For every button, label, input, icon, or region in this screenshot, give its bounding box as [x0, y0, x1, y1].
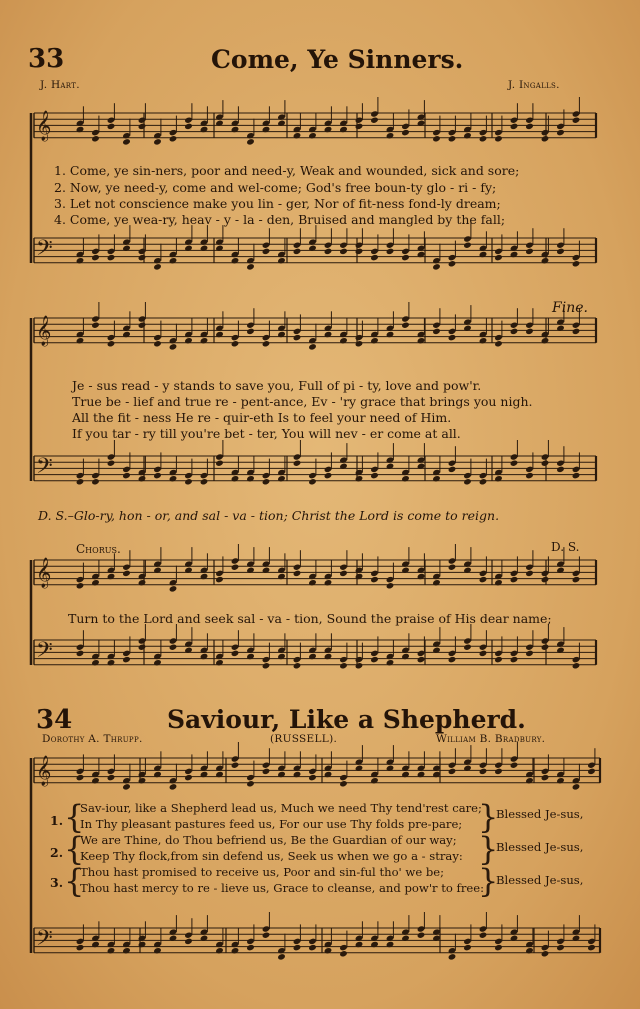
note-head — [339, 248, 348, 255]
note-head — [138, 254, 147, 261]
note-head — [262, 340, 271, 347]
note-head — [339, 662, 348, 669]
verse-response: Blessed Je-sus, — [496, 807, 584, 821]
note-head — [401, 129, 410, 136]
verse-line: We are Thine, do Thou befriend us, Be the Guardian of our way; — [80, 833, 457, 847]
verse-line: 2. Now, ye need-y, come and wel-come; God's free boun-ty glo - ri - fy; — [54, 180, 497, 195]
note-head — [541, 774, 550, 781]
note-head — [463, 478, 472, 485]
verse-brace: { — [64, 830, 85, 868]
bass-staff-clef: 𝄢 — [36, 638, 53, 668]
note-head — [370, 254, 379, 261]
note-head — [138, 644, 147, 651]
note-head — [494, 254, 503, 261]
note-head — [184, 938, 193, 945]
note-head — [122, 783, 131, 790]
note-head — [479, 576, 488, 583]
note-head — [107, 340, 116, 347]
chorus-line: Turn to the Lord and seek sal - va - tion, Sound the praise of His dear name; — [68, 611, 552, 626]
note-head — [432, 135, 441, 142]
note-head — [262, 662, 271, 669]
note-head — [541, 135, 550, 142]
note-head — [107, 254, 116, 261]
note-head — [494, 340, 503, 347]
note-head — [541, 576, 550, 583]
note-head — [169, 343, 178, 350]
note-head — [355, 248, 364, 255]
note-head — [370, 576, 379, 583]
note-head — [386, 582, 395, 589]
ds-mark: D. S. — [551, 540, 580, 554]
note-head — [107, 460, 116, 467]
note-head — [184, 123, 193, 130]
note-head — [231, 564, 240, 571]
note-head — [463, 944, 472, 951]
note-head — [510, 123, 519, 130]
note-head — [153, 263, 162, 270]
hymn-number: 34 — [36, 705, 73, 735]
bass-staff-clef: 𝄢 — [36, 454, 53, 484]
verse-brace: { — [64, 798, 85, 836]
note-head — [91, 254, 100, 261]
note-head — [448, 135, 457, 142]
note-head — [479, 650, 488, 657]
refrain-line: True be - lief and true re - pent-ance, Ev - 'ry grace that brings you nigh. — [72, 394, 533, 409]
note-head — [572, 117, 581, 124]
hymn-title: Come, Ye Sinners. — [211, 45, 464, 74]
note-head — [122, 138, 131, 145]
note-head — [541, 950, 550, 957]
note-head — [355, 123, 364, 130]
refrain-line: All the fit - ness He re - quir-eth Is to feel your need of Him. — [72, 410, 452, 425]
note-head — [494, 768, 503, 775]
note-head — [293, 944, 302, 951]
chorus-label: Chorus. — [76, 542, 121, 556]
note-head — [432, 263, 441, 270]
note-head — [494, 944, 503, 951]
verse-number: 1. — [50, 813, 64, 828]
note-head — [556, 129, 565, 136]
note-head — [91, 478, 100, 485]
note-head — [479, 932, 488, 939]
note-head — [169, 585, 178, 592]
note-head — [324, 472, 333, 479]
note-head — [246, 263, 255, 270]
refrain-line: Je - sus read - y stands to save you, Full of pi - ty, love and pow'r. — [72, 378, 482, 393]
note-head — [215, 576, 224, 583]
note-head — [541, 644, 550, 651]
verse-line: 4. Come, ye wea-ry, heav - y - la - den, Bruised and mangled by the fall; — [54, 212, 506, 227]
note-head — [122, 570, 131, 577]
note-head — [572, 662, 581, 669]
note-head — [525, 123, 534, 130]
note-head — [231, 650, 240, 657]
note-head — [246, 780, 255, 787]
note-head — [339, 950, 348, 957]
note-head — [525, 472, 534, 479]
note-head — [138, 322, 147, 329]
note-head — [293, 460, 302, 467]
note-head — [587, 768, 596, 775]
note-head — [572, 472, 581, 479]
verse-brace: { — [64, 862, 85, 900]
note-head — [308, 478, 317, 485]
note-head — [184, 478, 193, 485]
ds-line: D. S.–Glo-ry, hon - or, and sal - va - tion; Christ the Lord is come to reign. — [38, 508, 500, 523]
note-head — [293, 570, 302, 577]
note-head — [525, 650, 534, 657]
note-head — [525, 328, 534, 335]
note-head — [138, 123, 147, 130]
note-head — [262, 248, 271, 255]
note-head — [339, 780, 348, 787]
note-head — [91, 322, 100, 329]
note-head — [525, 570, 534, 577]
note-head — [572, 260, 581, 267]
note-head — [510, 328, 519, 335]
note-head — [401, 322, 410, 329]
note-head — [479, 768, 488, 775]
note-head — [479, 478, 488, 485]
verse-line: Thou hast promised to receive us, Poor and sin-ful tho' we be; — [80, 865, 445, 879]
note-head — [107, 123, 116, 130]
bass-staff-clef: 𝄢 — [36, 926, 53, 956]
note-head — [448, 768, 457, 775]
note-head — [448, 334, 457, 341]
treble-staff-clef: 𝄞 — [36, 111, 52, 141]
note-head — [262, 932, 271, 939]
verse-brace: } — [478, 830, 499, 868]
note-head — [169, 783, 178, 790]
note-head — [510, 576, 519, 583]
note-head — [262, 478, 271, 485]
note-head — [76, 478, 85, 485]
verse-line: 3. Let not conscience make you lin - ger, Nor of fit-ness fond-ly dream; — [54, 196, 501, 211]
note-head — [246, 944, 255, 951]
note-head — [448, 564, 457, 571]
note-head — [76, 774, 85, 781]
tune-name: (RUSSELL). — [270, 733, 338, 745]
note-head — [587, 944, 596, 951]
hymn-title: Saviour, Like a Shepherd. — [167, 705, 526, 734]
note-head — [355, 662, 364, 669]
note-head — [494, 135, 503, 142]
note-head — [293, 334, 302, 341]
composer-credit: William B. Bradbury. — [436, 733, 546, 745]
treble-staff-clef: 𝄞 — [36, 316, 52, 346]
note-head — [215, 460, 224, 467]
note-head — [231, 340, 240, 347]
note-head — [556, 248, 565, 255]
note-head — [510, 656, 519, 663]
note-head — [370, 117, 379, 124]
note-head — [494, 656, 503, 663]
note-head — [122, 656, 131, 663]
treble-staff-clef: 𝄞 — [36, 756, 52, 786]
note-head — [184, 774, 193, 781]
note-head — [293, 248, 302, 255]
note-head — [308, 944, 317, 951]
note-head — [386, 248, 395, 255]
note-head — [432, 328, 441, 335]
note-head — [153, 472, 162, 479]
note-head — [525, 248, 534, 255]
note-head — [370, 472, 379, 479]
note-head — [107, 774, 116, 781]
note-head — [200, 478, 209, 485]
note-head — [91, 135, 100, 142]
note-head — [556, 466, 565, 473]
note-head — [293, 662, 302, 669]
note-head — [572, 783, 581, 790]
note-head — [541, 460, 550, 467]
note-head — [448, 466, 457, 473]
verse-line: In Thy pleasant pastures feed us, For our use Thy folds pre-pare; — [80, 817, 463, 831]
note-head — [277, 953, 286, 960]
verse-line: Sav-iour, like a Shepherd lead us, Much we need Thy tend'rest care; — [80, 801, 482, 815]
note-head — [246, 328, 255, 335]
note-head — [417, 656, 426, 663]
note-head — [246, 138, 255, 145]
note-head — [308, 774, 317, 781]
note-head — [324, 248, 333, 255]
note-head — [76, 944, 85, 951]
bass-staff-clef: 𝄢 — [36, 236, 53, 266]
author-credit: J. Hart. — [40, 79, 80, 91]
verse-line: 1. Come, ye sin-ners, poor and need-y, Weak and wounded, sick and sore; — [54, 163, 520, 178]
note-head — [448, 656, 457, 663]
note-head — [153, 340, 162, 347]
treble-staff-clef: 𝄞 — [36, 558, 52, 588]
note-head — [510, 762, 519, 769]
hymn-number: 33 — [28, 44, 65, 74]
note-head — [169, 135, 178, 142]
note-head — [448, 260, 457, 267]
note-head — [401, 254, 410, 261]
verse-number: 2. — [50, 845, 64, 860]
note-head — [169, 644, 178, 651]
verse-response: Blessed Je-sus, — [496, 840, 584, 854]
author-credit: Dorothy A. Thrupp. — [42, 733, 143, 745]
note-head — [510, 460, 519, 467]
verse-number: 3. — [50, 875, 64, 890]
note-head — [122, 472, 131, 479]
note-head — [153, 138, 162, 145]
note-head — [355, 340, 364, 347]
note-head — [76, 650, 85, 657]
note-head — [463, 644, 472, 651]
note-head — [463, 242, 472, 249]
verse-line: Keep Thy flock,from sin defend us, Seek us when we go a - stray: — [80, 849, 463, 863]
note-head — [262, 768, 271, 775]
note-head — [339, 570, 348, 577]
verse-line: Thou hast mercy to re - lieve us, Grace to cleanse, and pow'r to free: — [80, 881, 485, 895]
note-head — [479, 135, 488, 142]
note-head — [231, 762, 240, 769]
refrain-line: If you tar - ry till you're bet - ter, You will nev - er come at all. — [72, 426, 461, 441]
note-head — [448, 953, 457, 960]
note-head — [556, 944, 565, 951]
composer-credit: J. Ingalls. — [508, 79, 560, 91]
note-head — [572, 328, 581, 335]
verse-brace: } — [478, 798, 499, 836]
verse-response: Blessed Je-sus, — [496, 873, 584, 887]
fine-mark: Fine. — [552, 300, 588, 316]
note-head — [417, 932, 426, 939]
verse-brace: } — [478, 862, 499, 900]
note-head — [76, 582, 85, 589]
note-head — [370, 656, 379, 663]
note-head — [308, 343, 317, 350]
note-head — [572, 576, 581, 583]
